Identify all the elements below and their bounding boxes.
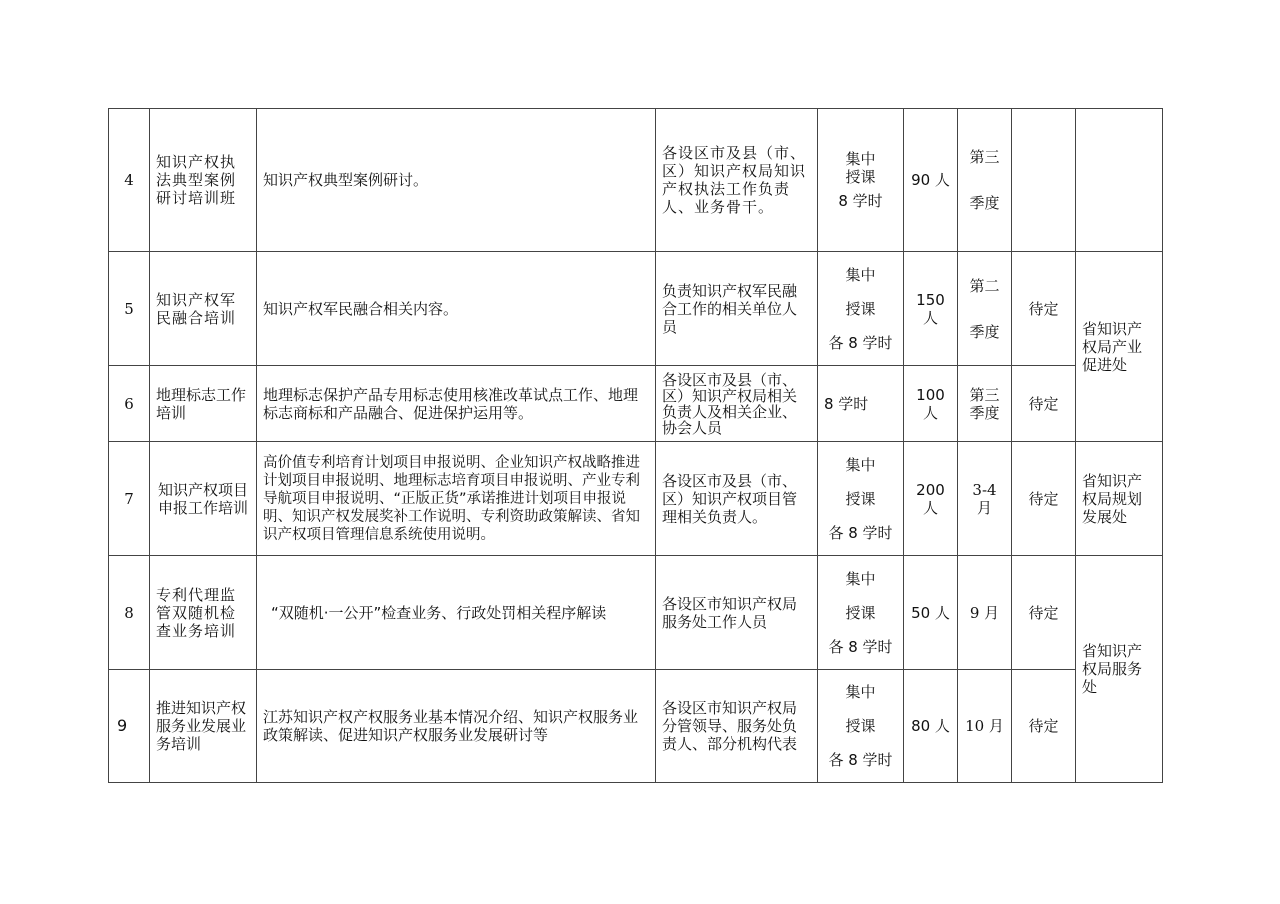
training-content: 高价值专利培育计划项目申报说明、企业知识产权战略推进计划项目申报说明、地理标志培育项目申报说明、产业专利导航项目申报说明、“正版正货”承诺推进计划项目申报说明、知识产权发展奖补工作说明、专利资助政策解读、省知识产权项目管理信息系统使用说明。 <box>257 442 656 556</box>
mode-line: 集中 <box>845 569 876 588</box>
training-cost: 待定 <box>1012 670 1076 783</box>
training-mode <box>818 109 904 252</box>
mode-line: 授课 <box>845 603 876 622</box>
training-content: 江苏知识产权产权服务业基本情况介绍、知识产权服务业政策解读、促进知识产权服务业发展研讨等 <box>257 670 656 783</box>
row-number: 5 <box>109 252 150 366</box>
training-mode <box>818 252 904 366</box>
mode-line: 各 8 学时 <box>828 637 893 656</box>
training-target: 负责知识产权军民融合工作的相关单位人员 <box>656 252 818 366</box>
training-name: 知识产权执法典型案例研讨培训班 <box>150 109 257 252</box>
table-row <box>109 556 1163 670</box>
season-line: 第二 <box>969 276 1000 295</box>
mode-line: 授课 <box>845 299 876 318</box>
mode-line: 8 学时 <box>838 192 883 210</box>
row-number: 8 <box>109 556 150 670</box>
training-cost <box>1012 109 1076 252</box>
training-target: 各设区市知识产权局分管领导、服务处负责人、部分机构代表 <box>656 670 818 783</box>
table-row <box>109 442 1163 556</box>
participant-count: 200 人 <box>904 442 958 556</box>
row-number: 7 <box>109 442 150 556</box>
participant-count: 50 人 <box>904 556 958 670</box>
responsible-dept <box>1076 109 1163 252</box>
training-cost: 待定 <box>1012 252 1076 366</box>
training-season <box>958 109 1012 252</box>
season-line: 第三 <box>969 385 1000 404</box>
training-season: 10 月 <box>958 670 1012 783</box>
mode-line: 各 8 学时 <box>828 751 893 769</box>
table-row <box>109 252 1163 366</box>
training-cost: 待定 <box>1012 366 1076 442</box>
mode-line: 集中 <box>845 265 876 284</box>
table-row <box>109 109 1163 252</box>
participant-count: 100 人 <box>904 366 958 442</box>
responsible-dept: 省知识产权局产业促进处 <box>1076 252 1163 442</box>
row-number: 6 <box>109 366 150 442</box>
responsible-dept: 省知识产权局规划发展处 <box>1076 442 1163 556</box>
mode-line: 集中 <box>845 683 876 701</box>
training-target: 各设区市及县（市、区）知识产权局相关负责人及相关企业、协会人员 <box>656 366 818 442</box>
training-mode <box>818 556 904 670</box>
table-row <box>109 366 1163 442</box>
participant-count: 150 人 <box>904 252 958 366</box>
training-cost: 待定 <box>1012 442 1076 556</box>
training-mode <box>818 670 904 783</box>
season-line: 季度 <box>969 194 1000 212</box>
season-line: 第三 <box>969 148 1000 166</box>
training-target: 各设区市及县（市、区）知识产权项目管理相关负责人。 <box>656 442 818 556</box>
training-mode: 8 学时 <box>818 366 904 442</box>
responsible-dept: 省知识产权局服务处 <box>1076 556 1163 783</box>
table-row <box>109 670 1163 783</box>
participant-count: 80 人 <box>904 670 958 783</box>
training-content: 地理标志保护产品专用标志使用核准改革试点工作、地理标志商标和产品融合、促进保护运用等。 <box>257 366 656 442</box>
row-number: 9 <box>109 670 150 783</box>
training-name: 知识产权项目申报工作培训 <box>150 442 257 556</box>
training-plan-table <box>108 108 1163 783</box>
season-line: 季度 <box>969 403 1000 422</box>
mode-line: 各 8 学时 <box>828 523 893 542</box>
participant-count: 90 人 <box>904 109 958 252</box>
mode-line: 集中 <box>845 150 876 168</box>
training-season: 9 月 <box>958 556 1012 670</box>
training-name: 知识产权军民融合培训 <box>150 252 257 366</box>
training-content: 知识产权军民融合相关内容。 <box>257 252 656 366</box>
mode-line: 授课 <box>845 717 876 735</box>
training-cost: 待定 <box>1012 556 1076 670</box>
training-season: 3-4 月 <box>958 442 1012 556</box>
row-number: 4 <box>109 109 150 252</box>
mode-line: 授课 <box>845 168 876 186</box>
mode-line: 授课 <box>845 489 876 508</box>
training-content: 知识产权典型案例研讨。 <box>257 109 656 252</box>
training-name: 地理标志工作培训 <box>150 366 257 442</box>
mode-line: 各 8 学时 <box>828 333 893 352</box>
season-line: 季度 <box>969 322 1000 341</box>
training-target: 各设区市及县（市、区）知识产权局知识产权执法工作负责人、业务骨干。 <box>656 109 818 252</box>
training-season <box>958 366 1012 442</box>
training-name: 推进知识产权服务业发展业务培训 <box>150 670 257 783</box>
training-target: 各设区市知识产权局服务处工作人员 <box>656 556 818 670</box>
training-mode <box>818 442 904 556</box>
training-content: “双随机·一公开”检查业务、行政处罚相关程序解读 <box>257 556 656 670</box>
training-season <box>958 252 1012 366</box>
training-name: 专利代理监管双随机检查业务培训 <box>150 556 257 670</box>
mode-line: 集中 <box>845 455 876 474</box>
